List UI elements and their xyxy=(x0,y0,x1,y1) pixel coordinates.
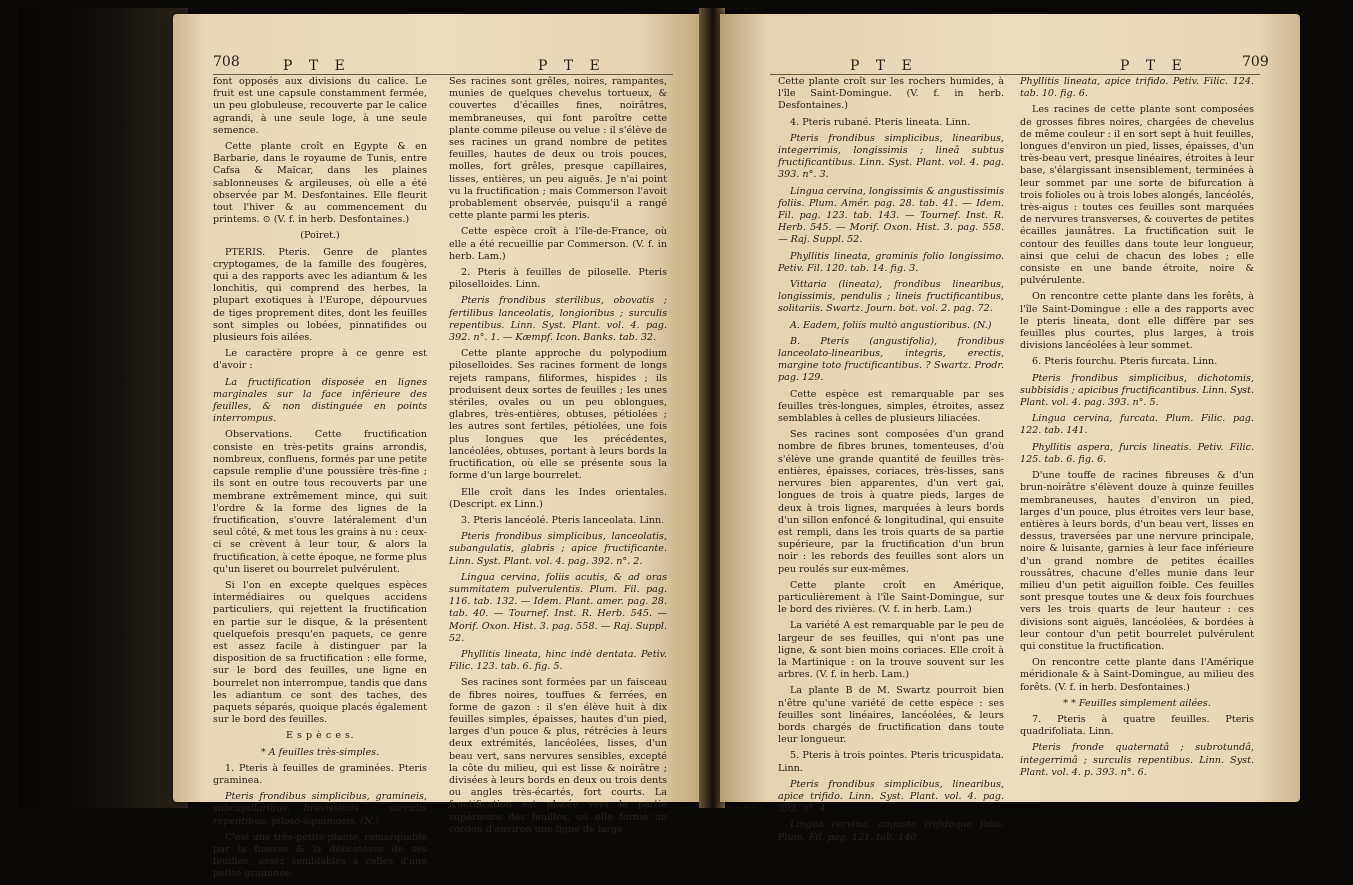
synonym: Phyllitis lineata, hinc indè dentata. Petiv. Filic. 123. tab. 6. fig. 5. xyxy=(449,648,667,673)
synonym: Lingua cervina, longissimis & angustissimis foliis. Plum. Amér. pag. 28. tab. 41. — Idem. Fil. pag. 123. tab. 143. — Tournef. Inst. R. Herb. 545. — Morif. Oxon. Hist. 3. pag. 558. — Raj. Suppl. 52. xyxy=(778,185,1004,246)
species-heading: 3. Pteris lancéolé. Pteris lanceolata. Linn. xyxy=(461,514,665,526)
latin-diagnosis: Pteris frondibus sterilibus, obovatis ; fertilibus lanceolatis, longioribus ; surculis repentibus. Linn. Syst. Plant. vol. 4. pag. 392. n°. 1. — Kæmpf. Icon. Banks. tab. 32. xyxy=(449,295,667,344)
species-heading: 5. Pteris à trois pointes. Pteris tricuspidata. Linn. xyxy=(778,750,1004,774)
left-running-head-2: P T E xyxy=(538,58,606,74)
left-page xyxy=(173,14,703,880)
paragraph: Cette plante croît sur les rochers humides, à l'île Saint-Domingue. (V. f. in herb. Desfontaines.) xyxy=(778,76,1004,112)
species-heading: 1. Pteris à feuilles de graminées. Pteris graminea. xyxy=(213,762,427,786)
synonym: Vittaria (lineata), frondibus linearibus, longissimis, pendulis ; lineis fructificantibus, solitariis. Swartz. Journ. bot. vol. 2. pag. 72. xyxy=(778,279,1004,315)
species-heading: 4. Pteris rubané. Pteris lineata. Linn. xyxy=(790,116,971,128)
left-column-2 xyxy=(449,76,667,840)
left-column-1 xyxy=(213,76,427,885)
latin-diagnosis: Pteris frondibus simplicibus, linearibus, integerrimis, longissimis ; lineâ subtus fructificantibus. Linn. Syst. Plant. vol. 4. pag. 393. n°. 3. xyxy=(778,132,1004,181)
paragraph: Cette plante croît en Amérique, particulièrement à l'île Saint-Domingue, sur le bord des rivières. (V. f. in herb. Lam.) xyxy=(778,579,1004,616)
latin-diagnosis: Pteris frondibus simplicibus, dichotomis, subbisidis ; apicibus fructificantibus. Linn. Syst. Plant. vol. 4. pag. 393. n°. 5. xyxy=(1020,372,1254,409)
paragraph: Cette plante croît en Egypte & en Barbarie, dans le royaume de Tunis, entre Cafsa & Maïcar, dans les plaines sablonneuses & argileuses, où elle a été observée par M. Desfontaines. Elle fleurit tout l'hiver & au commencement du printems. ⊙ (V. f. in herb. Desfontaines.) xyxy=(213,141,427,226)
paragraph: Le caractère propre à ce genre est d'avoir : xyxy=(213,348,427,372)
head-rule xyxy=(213,74,673,75)
author-signature: (Poiret.) xyxy=(300,230,340,242)
paragraph: Ses racines sont grêles, noires, rampantes, munies de quelques chevelus tortueux, & couvertes d'écailles fines, noirâtres, membraneuses, qui font paroître cette plante comme pileuse ou velue : il s'élève de ses racines un grand nombre de petites feuilles, hautes de deux ou trois pouces, molles, fort grêles, presque capillaires, lisses, entières, un peu aiguës. Je n'ai point vu la fructification ; mais Commerson l'avoit probablement observée, puisqu'il a rangé cette plante parmi les pteris. xyxy=(449,76,667,222)
paragraph: Observations. Cette fructification consiste en très-petits grains arrondis, nombreux, confluens, formés par une petite capsule remplie d'une poussière très-fine ; ils sont en outre tous recouverts par une membrane extrêmement mince, qui suit l'ordre & la forme des lignes de la fructification, s'ouvre latéralement d'un seul côté, & met tous les grains à nu : ceux-ci se crèvent à leur tour, & alors la fructification, à cette époque, ne forme plus qu'un liseret ou bourrelet pulvérulent. xyxy=(213,429,427,575)
latin-diagnosis: Pteris frondibus simplicibus, linearibus, apice trifido. Linn. Syst. Plant. vol. 4. pag. 393. n°. 4. xyxy=(778,778,1004,815)
paragraph: Cette espèce est remarquable par ses feuilles très-longues, simples, étroites, assez semblables à celles de plusieurs liliacées. xyxy=(778,388,1004,425)
book-edge-shadow xyxy=(18,8,188,808)
subsection-heading: * A feuilles très-simples. xyxy=(260,746,380,758)
latin-diagnosis: Pteris frondibus simplicibus, lanceolatis, subangulatis, glabris ; apice fructificante. Linn. Syst. Plant. vol. 4. pag. 392. n°. 2. xyxy=(449,531,667,567)
paragraph: Ses racines sont composées d'un grand nombre de fibres brunes, tomenteuses, d'où s'élève une grande quantité de feuilles très-entières, épaisses, coriaces, très-lisses, sans nervures bien apparentes, d'un vert gai, longues de trois à quatre pieds, larges de deux à trois lignes, marquées à leurs bords d'un sillon enfoncé & longitudinal, qui ensuite est rempli, dans les trois quarts de sa partie supérieure, par la fructification d'un brun noir : les rebords des feuilles sont alors un peu roulés sur eux-mêmes. xyxy=(778,429,1004,575)
right-page-number: 709 xyxy=(1242,54,1269,70)
synonym: Lingua cervina, angusto trifidoque folio. Plum. Fil. pag. 121. tab. 140. xyxy=(778,819,1004,843)
paragraph: La fructification disposée en lignes marginales sur la face inférieure des feuilles, & non distinguée en points interrompus. xyxy=(213,376,427,425)
species-heading: 2. Pteris à feuilles de piloselle. Pteris piloselloides. Linn. xyxy=(449,267,667,291)
right-column-2 xyxy=(1020,76,1254,783)
synonym: Phyllitis aspera, furcis lineatis. Petiv. Filic. 125. tab. 6. fig. 6. xyxy=(1020,441,1254,465)
paragraph: Elle croît dans les Indes orientales. (Descript. ex Linn.) xyxy=(449,486,667,510)
paragraph: Si l'on en excepte quelques espèces intermédiaires ou quelques accidens particuliers, qui rejettent la fructification en partie sur le disque, & la présentent quelquefois presqu'en paquets, ce genre est assez facile à distinguer par la disposition de sa fructification : elle forme, sur le bord des feuilles, une ligne en bourrelet non interrompue, tandis que dans les adiantum ce sont des taches, des paquets séparés, quoique placés également sur le bord des feuilles. xyxy=(213,579,427,726)
variety: B. Pteris (angustifolia), frondibus lanceolato-linearibus, integris, erectis, margine toto fructificantibus. ? Swartz. Prodr. pag. 129. xyxy=(778,335,1004,384)
right-running-head-2: P T E xyxy=(1120,58,1188,74)
paragraph: font opposés aux divisions du calice. Le fruit est une capsule constamment fermée, un peu globuleuse, recouverte par le calice agrandi, à une seule loge, à une seule semence. xyxy=(213,76,427,136)
synonym: Lingua cervina, furcata. Plum. Filic. pag. 122. tab. 141. xyxy=(1020,413,1254,437)
paragraph: La variété A est remarquable par le peu de largeur de ses feuilles, qui n'ont pas une ligne, & sont bien moins coriaces. Elle croît à la Martinique : on la trouve souvent sur les arbres. (V. f. in herb. Lam.) xyxy=(778,620,1004,681)
species-heading: 6. Pteris fourchu. Pteris furcata. Linn. xyxy=(1032,356,1218,368)
synonym: Lingua cervina, foliis acutis, & ad oras summitatem pulverulentis. Plum. Fil. pag. 116. tab. 132. — Idem. Plant. amer. pag. 28. tab. 40. — Tournef. Inst. R. Herb. 545. — Morif. Oxon. Hist. 3. pag. 558. — Raj. Suppl. 52. xyxy=(449,571,667,644)
paragraph: On rencontre cette plante dans l'Amérique méridionale & à Saint-Domingue, au milieu des forêts. (V. f. in herb. Desfontaines.) xyxy=(1020,657,1254,693)
left-page-number: 708 xyxy=(213,54,240,70)
right-running-head-1: P T E xyxy=(850,58,918,74)
subsection-heading: * * Feuilles simplement ailées. xyxy=(1063,697,1211,709)
paragraph: Cette espèce croît à l'île-de-France, où elle a été recueillie par Commerson. (V. f. in herb. Lam.) xyxy=(449,226,667,262)
section-heading: E s p è c e s. xyxy=(285,730,355,742)
variety: A. Eadem, foliis multò angustioribus. (N.) xyxy=(790,319,992,331)
left-running-head-1: P T E xyxy=(283,58,351,74)
right-column-1 xyxy=(778,76,1004,848)
synonym: Phyllitis lineata, graminis folio longissimo. Petiv. Fil. 120. tab. 14. fig. 3. xyxy=(778,250,1004,274)
paragraph: La plante B de M. Swartz pourroit bien n'être qu'une variété de cette espèce : ses feuilles sont linéaires, lancéolées, & leurs bords chargés de fructification dans toute leur longueur. xyxy=(778,685,1004,746)
right-page xyxy=(720,14,1300,843)
latin-diagnosis: Pteris frondibus simplicibus, gramineis, subcapillaribus, brevissimis ; surculis repentibus, piloso-squamosis. (N.) xyxy=(213,791,427,827)
paragraph: Les racines de cette plante sont composées de grosses fibres noires, chargées de chevelus de même couleur : il en sort sept à huit feuilles, longues d'environ un pied, lisses, épaisses, d'un très-beau vert, presque linéaires, étroites à leur base, s'élargissant insensiblement, terminées à leur sommet par une sorte de bifurcation à trois folioles ou à trois lobes alongés, lancéolés, très-aigus : toutes ces feuilles sont marquées de nervures transverses, & couvertes de petites écailles jaunâtres. La fructification suit le contour des feuilles dans toute leur longueur, ainsi que celui de chacun des lobes ; elle consiste en une bande étroite, noire & pulvérulente. xyxy=(1020,104,1254,287)
genus-heading: PTERIS. Pteris. Genre de plantes cryptogames, de la famille des fougères, qui a des rapports avec les adiantum & les lonchitis, qui comprend des herbes, la plupart exotiques à l'Europe, dépourvues de tiges proprement dites, dont les feuilles sont simples ou lobées, pinnatifides ou plusieurs fois ailées. xyxy=(213,246,427,344)
synonym: Phyllitis lineata, apice trifido. Petiv. Filic. 124. tab. 10. fig. 6. xyxy=(1020,76,1254,100)
head-rule xyxy=(770,74,1260,75)
paragraph: On rencontre cette plante dans les forêts, à l'île Saint-Domingue : elle a des rapports avec le pteris lineata, dont elle diffère par ses feuilles plus courtes, plus larges, à trois divisions lancéolées à leur sommet. xyxy=(1020,291,1254,352)
paragraph: Cette plante approche du polypodium piloselloides. Ses racines forment de longs rejets rampans, filiformes, hispides ; ils produisent deux sortes de feuilles ; les unes stériles, ovales ou un peu oblongues, glabres, très-entières, obtuses, pétiolées ; les autres sont fertiles, pétiolées, une fois plus longues que les précédentes, lancéolées, obtuses, portant à leurs bords la fructification, où elle se présente sous la forme d'un large bourrelet. xyxy=(449,348,667,482)
paragraph: C'est une très-petite plante, remarquable par la finesse & la délicatesse de ses feuilles, assez semblables à celles d'une petite graminée. xyxy=(213,831,427,880)
paragraph: D'une touffe de racines fibreuses & d'un brun-noirâtre s'élèvent douze à quinze feuilles membraneuses, hautes d'environ un pied, larges d'un pouce, plus étroites vers leur base, entières à leurs bords, d'un beau vert, lisses en dessus, traversées par une nervure principale, noire & luisante, garnies à leur face inférieure d'un grand nombre de petites écailles roussâtres, chacune d'elles munie dans leur milieu d'un petit aiguillon foible. Ces feuilles sont presque toutes une & deux fois fourchues vers les trois quarts de leur hauteur : ces divisions sont aiguës, lancéolées, & bordées à leur contour d'un petit bourrelet pulvérulent qui constitue la fructification. xyxy=(1020,470,1254,652)
latin-diagnosis: Pteris fronde quaternatâ ; subrotundâ, integerrimâ ; surculis repentibus. Linn. Syst. Plant. vol. 4. p. 393. n°. 6. xyxy=(1020,742,1254,778)
paragraph: Ses racines sont formées par un faisceau de fibres noires, touffues & ferrées, en forme de gazon : il s'en élève huit à dix feuilles simples, épaisses, hautes d'un pied, larges d'un pouce & plus, rétrécies à leurs deux extrémités, lancéolées, lisses, d'un beau vert, sans nervures sensibles, excepté la côte du milieu, qui est lisse & noirâtre ; divisées à leurs bords en deux ou trois dents ou angles très-écartés, fort courts. La fructification est placée vers la partie supérieure des feuilles, où elle forme un cordon d'environ une ligne de large. xyxy=(449,677,667,835)
open-book xyxy=(18,8,1348,880)
species-heading: 7. Pteris à quatre feuilles. Pteris quadrifoliata. Linn. xyxy=(1020,713,1254,738)
